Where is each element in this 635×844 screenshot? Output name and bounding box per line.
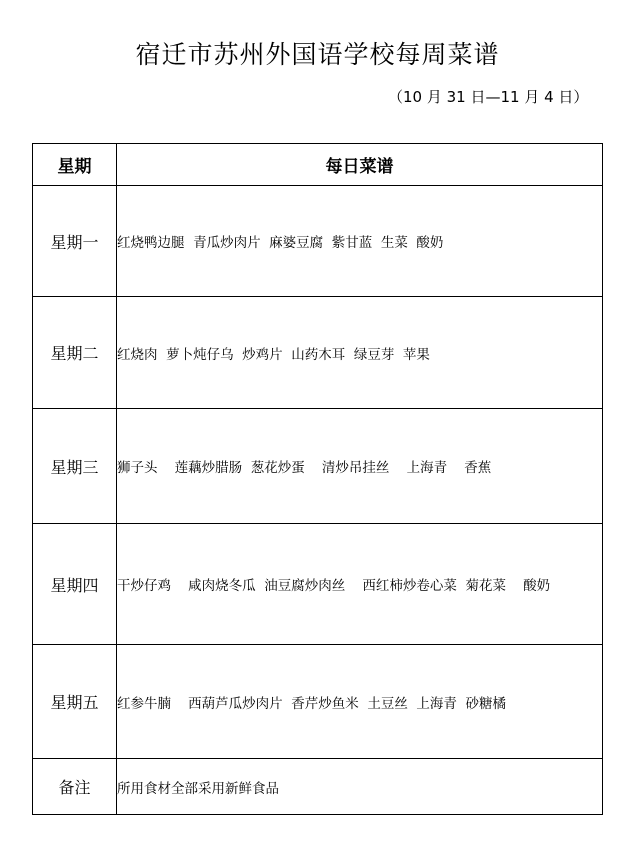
header-weekday: 星期: [33, 144, 117, 186]
dishes-cell: 红烧肉 萝卜炖仔乌 炒鸡片 山药木耳 绿豆芽 苹果: [117, 297, 603, 409]
day-cell: 星期二: [33, 297, 117, 409]
remarks-row: [33, 759, 603, 815]
day-cell: 星期五: [33, 645, 117, 759]
day-cell: 星期四: [33, 524, 117, 645]
remarks-text: 所用食材全部采用新鲜食品: [117, 759, 603, 815]
table-header-row: [33, 144, 603, 186]
day-cell: 星期三: [33, 409, 117, 524]
remarks-label: 备注: [33, 759, 117, 815]
date-range: （10 月 31 日—11 月 4 日）: [388, 88, 589, 106]
day-cell: 星期一: [33, 186, 117, 297]
header-daily-menu: 每日菜谱: [117, 144, 603, 186]
page-title: 宿迁市苏州外国语学校每周菜谱: [135, 40, 500, 69]
table-row: [33, 409, 603, 524]
table-row: [33, 186, 603, 297]
table-row: [33, 297, 603, 409]
dishes-cell: 狮子头 莲藕炒腊肠 葱花炒蛋 清炒吊挂丝 上海青 香蕉: [117, 409, 603, 524]
dishes-cell: 红参牛腩 西葫芦瓜炒肉片 香芹炒鱼米 土豆丝 上海青 砂糖橘: [117, 645, 603, 759]
dishes-cell: 干炒仔鸡 咸肉烧冬瓜 油豆腐炒肉丝 西红柿炒卷心菜 菊花菜 酸奶: [117, 524, 603, 645]
weekly-menu-table: [32, 143, 603, 815]
table-row: [33, 645, 603, 759]
dishes-cell: 红烧鸭边腿 青瓜炒肉片 麻婆豆腐 紫甘蓝 生菜 酸奶: [117, 186, 603, 297]
table-row: [33, 524, 603, 645]
